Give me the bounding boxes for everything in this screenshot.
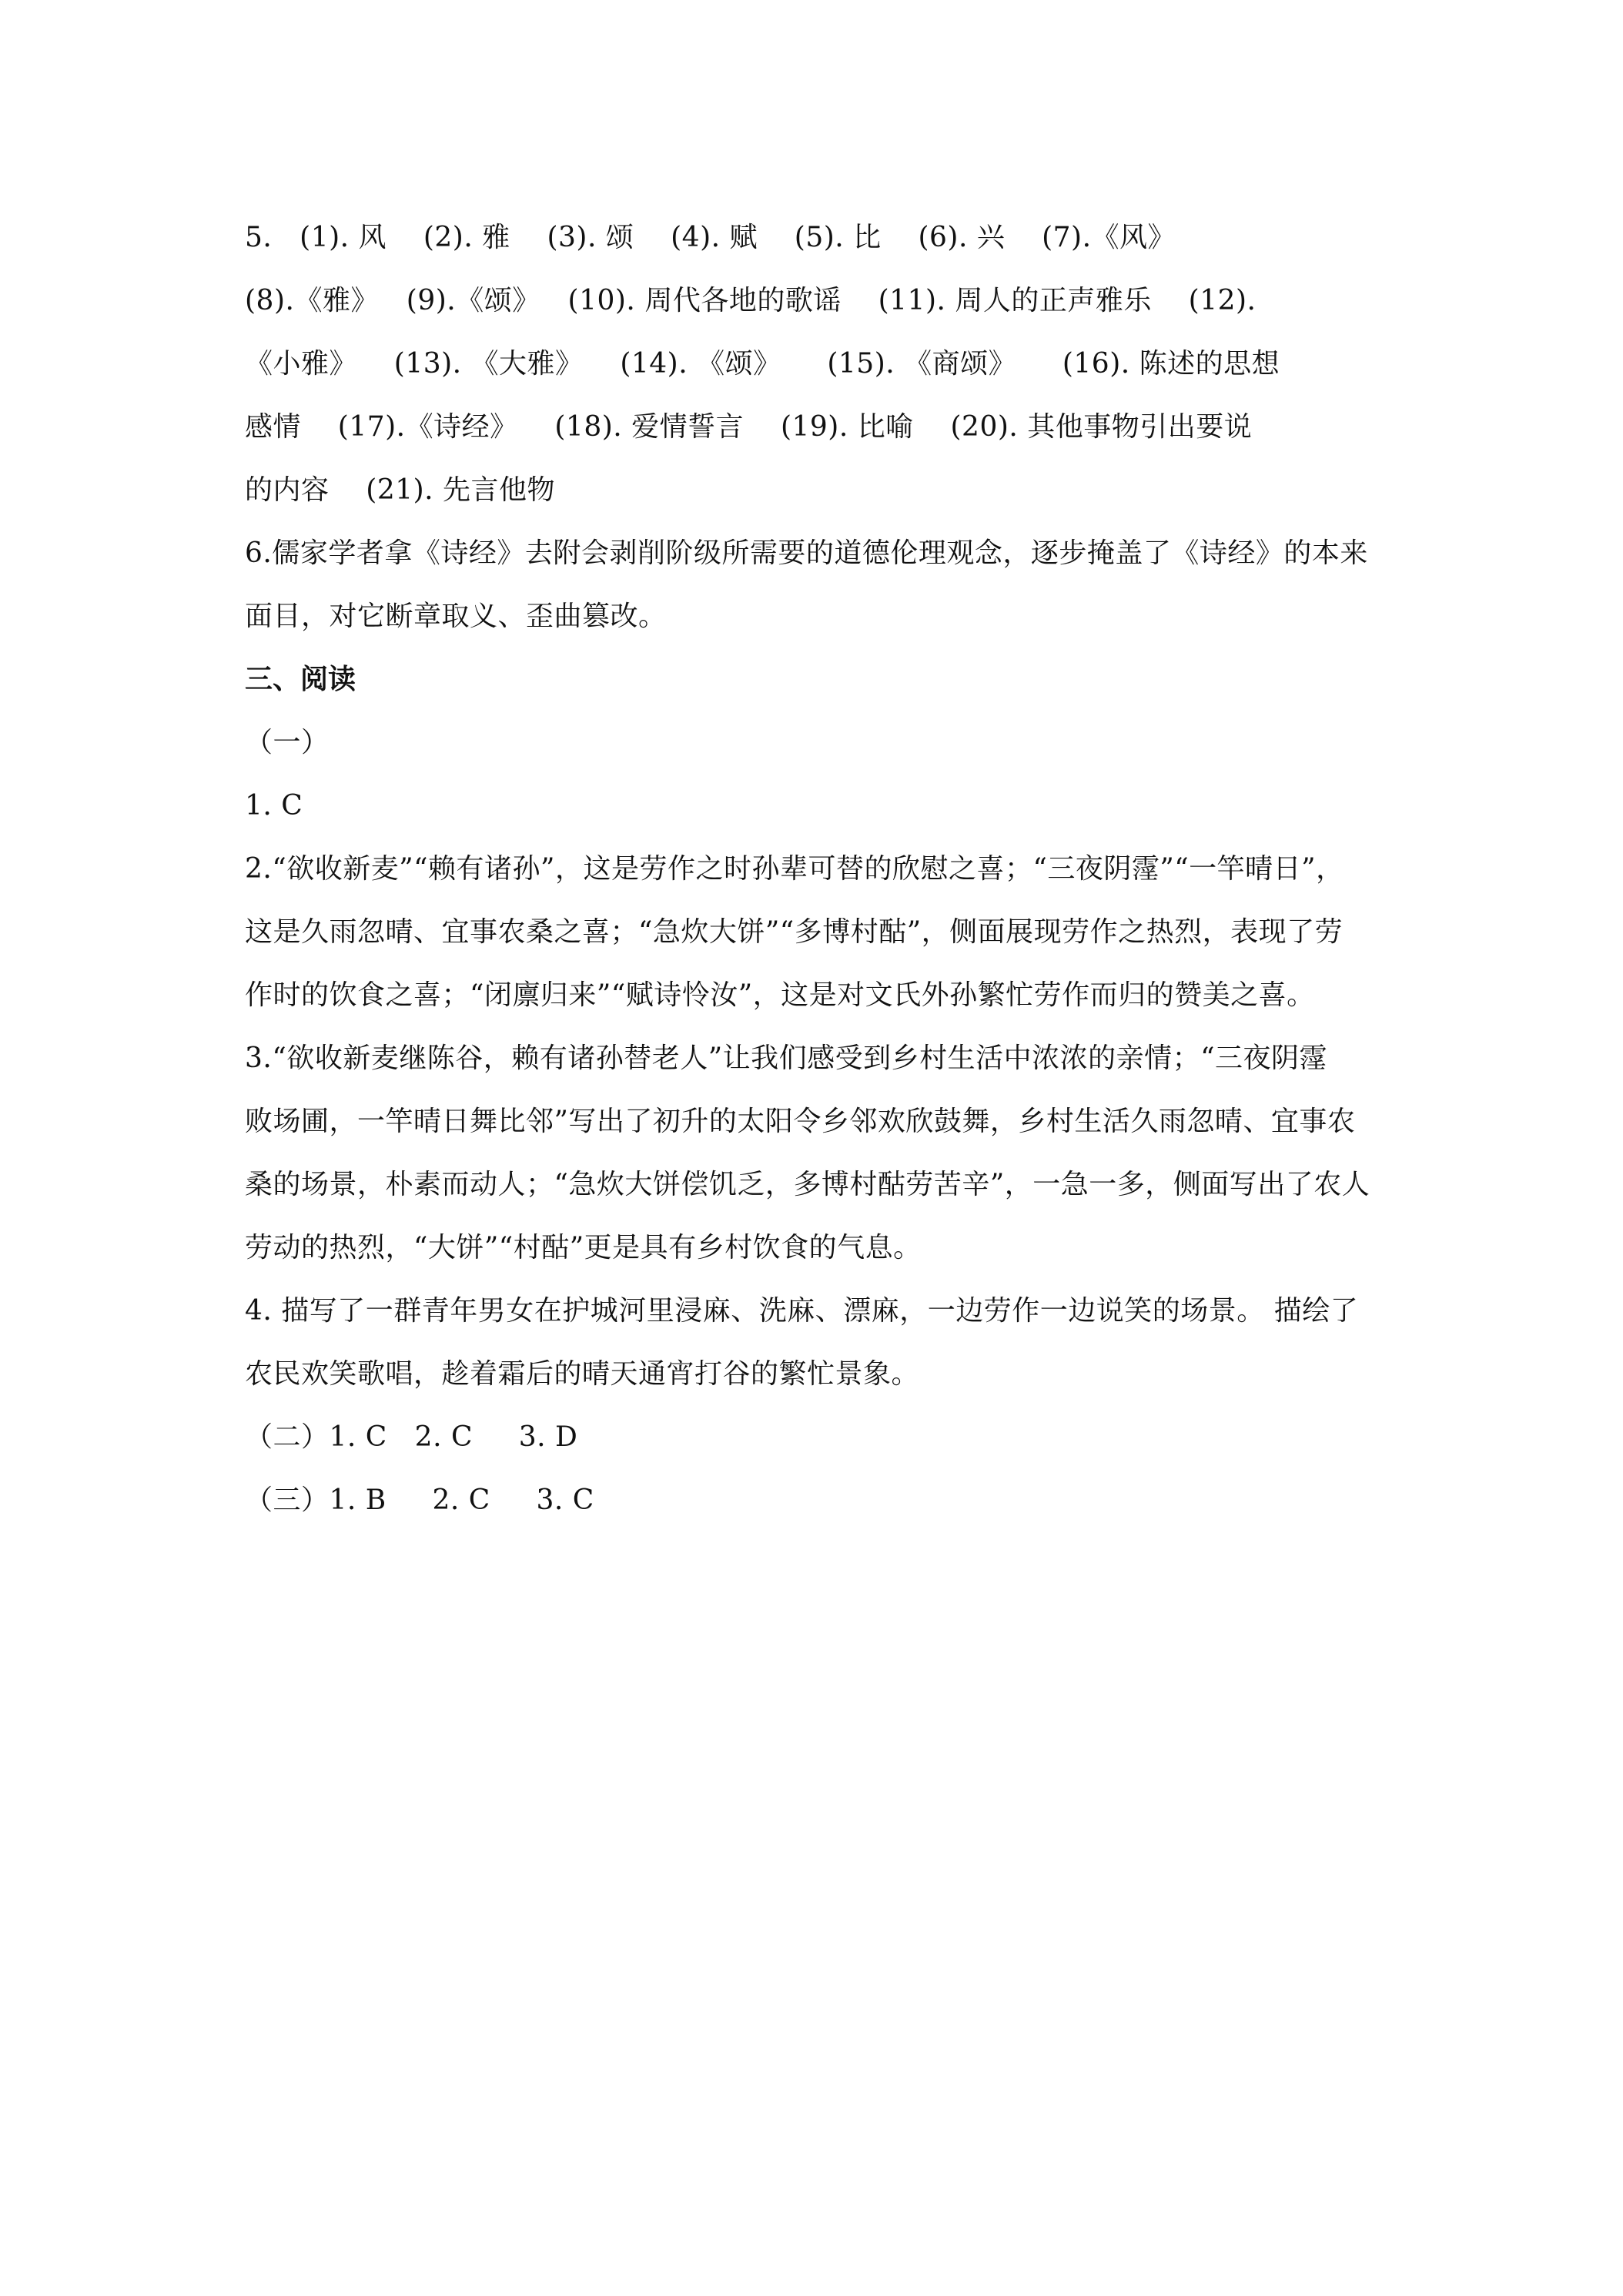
answer-4-line-1: 4. 描写了一群青年男女在护城河里浸麻、洗麻、漂麻，一边劳作一边说笑的场景。 描绘了	[245, 1295, 1359, 1327]
q5-line-1: 5. (1). 风 (2). 雅 (3). 颂 (4). 赋 (5). 比 (6). 兴 (7).《风》	[245, 222, 1176, 253]
part1-label: （一）	[245, 727, 330, 758]
answer-2-line-1: 2.“欲收新麦”“赖有诸孙”，这是劳作之时孙辈可替的欣慰之喜；“三夜阴霪”“一竿晴日”，	[245, 853, 1344, 885]
q6-line-2: 面目，对它断章取义、歪曲篡改。	[245, 601, 667, 632]
answer-2-line-2: 这是久雨忽晴、宜事农桑之喜；“急炊大饼”“多博村酤”，侧面展现劳作之热烈，表现了劳	[245, 916, 1344, 948]
answer-1: 1. C	[245, 790, 303, 822]
answer-3-line-2: 败场圃，一竿晴日舞比邻”写出了初升的太阳令乡邻欢欣鼓舞，乡村生活久雨忽晴、宜事农	[245, 1106, 1356, 1137]
q5-line-3: 《小雅》 (13). 《大雅》 (14). 《颂》 (15). 《商颂》 (16). 陈述的思想	[245, 348, 1280, 380]
q5-line-5: 的内容 (21). 先言他物	[245, 474, 556, 506]
answer-4-line-2: 农民欢笑歌唱，趁着霜后的晴天通宵打谷的繁忙景象。	[245, 1358, 920, 1390]
q5-line-4: 感情 (17).《诗经》 (18). 爱情誓言 (19). 比喻 (20). 其他事物引出要说	[245, 411, 1253, 443]
answer-3-line-3: 桑的场景，朴素而动人；“急炊大饼偿饥乏，多博村酤劳苦辛”，一急一多，侧面写出了农人	[245, 1169, 1370, 1200]
answer-2-line-3: 作时的饮食之喜；“闭廪归来”“赋诗怜汝”，这是对文氏外孙繁忙劳作而归的赞美之喜。	[245, 979, 1315, 1011]
part3-answers: （三）1. B 2. C 3. C	[245, 1484, 594, 1516]
q6-line-1: 6.儒家学者拿《诗经》去附会剥削阶级所需要的道德伦理观念，逐步掩盖了《诗经》的本来	[245, 537, 1368, 569]
answer-content	[245, 206, 1392, 1532]
q5-line-2: (8).《雅》 (9).《颂》 (10). 周代各地的歌谣 (11). 周人的正声雅乐 (12).	[245, 285, 1257, 316]
section-heading-reading: 三、阅读	[245, 664, 356, 695]
part2-answers: （二）1. C 2. C 3. D	[245, 1421, 578, 1453]
answer-3-line-4: 劳动的热烈，“大饼”“村酤”更是具有乡村饮食的气息。	[245, 1232, 922, 1263]
answer-3-line-1: 3.“欲收新麦继陈谷，赖有诸孙替老人”让我们感受到乡村生活中浓浓的亲情；“三夜阴霪	[245, 1043, 1328, 1074]
